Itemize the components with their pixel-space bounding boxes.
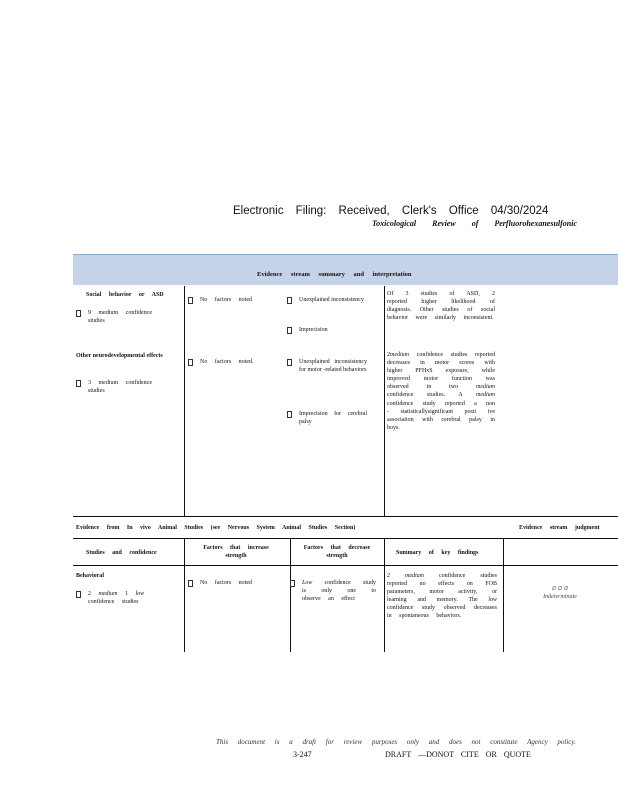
bullet-icon — [290, 580, 295, 587]
list-item: 9 medium confidence studies — [76, 309, 176, 325]
category-behavioral: Behavioral — [76, 573, 104, 579]
list-item: Unexplained inconsistency for motor -related behaviors — [287, 358, 367, 374]
list-item: Unexplained inconsistency — [287, 296, 367, 304]
page-number: 3-247 — [293, 750, 312, 759]
row-divider — [73, 565, 618, 566]
column-divider — [184, 286, 185, 516]
list-item: Low confidence study is only one to observe an effect — [290, 579, 376, 603]
category-social-behavior: Social behavior or ASD — [86, 292, 164, 298]
judgment-label: Indeterminate — [543, 594, 577, 601]
list-item: No factors noted — [188, 579, 278, 587]
list-item: Imprecision for cerebral palsy — [287, 410, 367, 426]
draft-disclaimer: This document is a draft for review purposes only and does not constitute Agency policy. — [216, 738, 576, 746]
row-divider — [73, 538, 618, 539]
bullet-icon — [188, 359, 193, 366]
animal-section-title: Evidence from In vivo Animal Studies (see Nervous System Animal Studies Section) — [76, 525, 356, 531]
bullet-icon — [76, 591, 81, 598]
column-divider — [384, 286, 385, 516]
judgment-symbol-icon: ⊙⊙⊙ — [550, 586, 570, 592]
row-divider — [73, 516, 618, 517]
list-item: No factors noted. — [188, 358, 268, 366]
col-header-increase: Factors that increase strength — [203, 545, 269, 560]
draft-notice: DRAFT —DONOT CITE OR QUOTE — [385, 750, 531, 759]
column-divider — [184, 538, 185, 652]
bullet-icon — [76, 380, 81, 387]
bullet-icon — [76, 310, 81, 317]
summary-social-behavior: Of 3 studies of ASD, 2 reported higher likelihood of diagnosis. Other studies of social behavior were similarly inconsistent. — [387, 291, 495, 322]
col-header-decrease: Factors that decrease strength — [303, 545, 371, 560]
list-item: Imprecision — [287, 326, 367, 334]
bullet-icon — [188, 297, 193, 304]
evidence-judgment — [505, 585, 615, 601]
col-header-studies: Studies and confidence — [86, 550, 157, 556]
summary-other-neurodevelopmental: 2medium confidence studies reported decreases in motor scores with higher PFHxS exposure, while improved motor function was observed in two medium confidence studies. A medium confidence study reported a non - statisticallysignificant posit ive association with cerebral palsy in boys. — [387, 352, 495, 431]
band-label: Evidence stream summary and interpretation — [257, 271, 412, 278]
bullet-icon — [188, 580, 193, 587]
bullet-icon — [287, 297, 292, 304]
list-item: No factors noted — [188, 296, 268, 304]
summary-behavioral: 2 medium confidence studies reported no effects on FOB parameters, motor activity, or learning and memory. The low confidence study observed decreases in spontaneous behaviors. — [387, 573, 498, 620]
table-header-band — [73, 254, 618, 285]
category-other-neurodevelopmental: Other neurodevelopmental effects — [76, 353, 163, 359]
electronic-filing-stamp: Electronic Filing: Received, Clerk's Office 04/30/2024 — [233, 205, 549, 217]
col-header-summary: Summary of key findings — [396, 550, 479, 556]
bullet-icon — [287, 327, 292, 334]
list-item: 2 medium 1 low confidence studies — [76, 590, 176, 606]
column-divider — [384, 538, 385, 652]
bullet-icon — [287, 359, 292, 366]
running-title: Toxicological Review of Perfluorohexanesulfonic — [372, 219, 578, 228]
judgment-header: Evidence stream judgment — [519, 525, 600, 531]
column-divider — [503, 538, 504, 652]
bullet-icon — [287, 411, 292, 418]
list-item: 3 medium confidence studies — [76, 379, 176, 395]
